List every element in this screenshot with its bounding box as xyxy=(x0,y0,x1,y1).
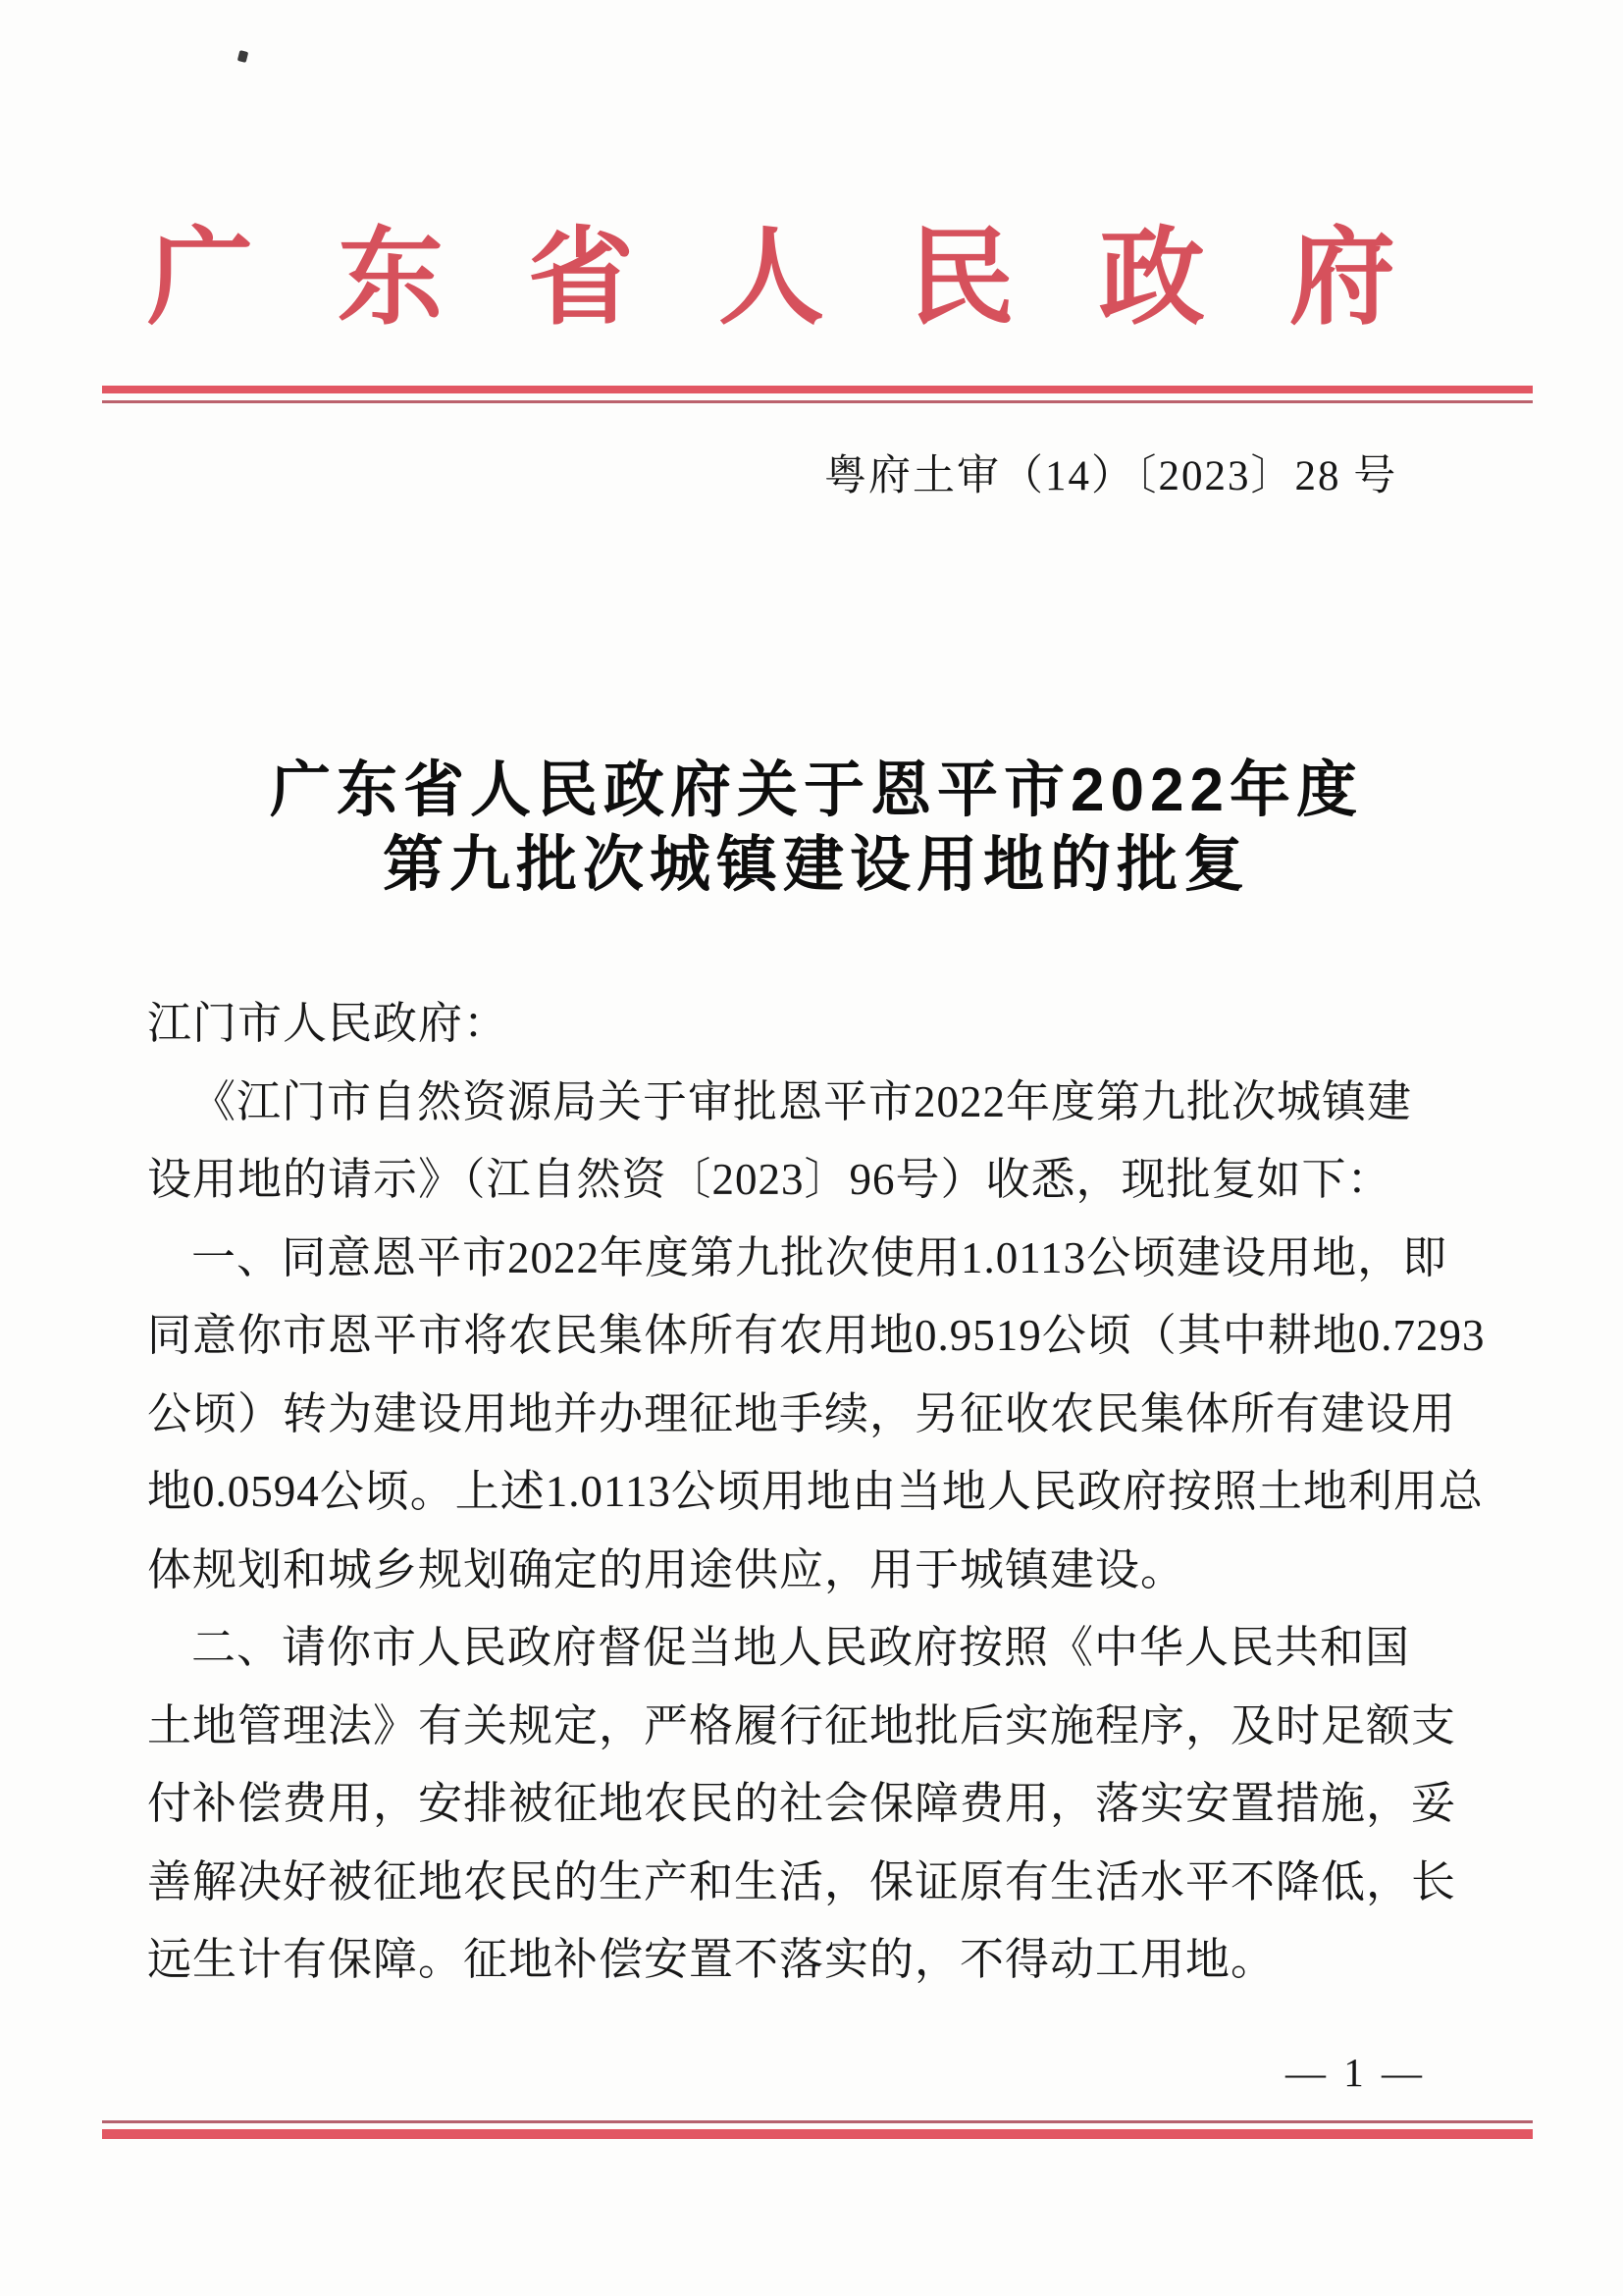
document-title-line-1: 广东省人民政府关于恩平市2022年度 xyxy=(270,757,1363,824)
body-line: 公顷）转为建设用地并办理征地手续，另征收农民集体所有建设用 xyxy=(147,1388,1457,1438)
masthead-char: 府 xyxy=(1288,221,1395,338)
masthead-char: 民 xyxy=(908,221,1015,338)
scan-artifact-speck xyxy=(237,50,248,63)
document-title xyxy=(0,754,1623,903)
body-line: 《江门市自然资源局关于审批恩平市2022年度第九批次城镇建 xyxy=(191,1076,1413,1126)
masthead-char: 东 xyxy=(337,221,444,338)
top-rule-thin xyxy=(102,400,1533,403)
body-line: 地0.0594公顷。上述1.0113公顷用地由当地人民政府按照土地利用总 xyxy=(147,1467,1484,1516)
body-line: 付补偿费用，安排被征地农民的社会保障费用，落实安置措施，妥 xyxy=(147,1779,1457,1828)
document-body xyxy=(147,985,1505,2000)
body-line: 土地管理法》有关规定，严格履行征地批后实施程序，及时足额支 xyxy=(147,1700,1457,1750)
page-number: — 1 — xyxy=(1285,2050,1426,2095)
body-line: 体规划和城乡规划确定的用途供应，用于城镇建设。 xyxy=(147,1544,1186,1594)
top-rule-thick xyxy=(102,386,1533,393)
masthead-char: 人 xyxy=(717,221,824,338)
body-line-item-2: 二、请你市人民政府督促当地人民政府按照《中华人民共和国 xyxy=(191,1623,1411,1672)
bottom-rule-thin xyxy=(102,2120,1533,2123)
masthead-char: 省 xyxy=(527,221,634,338)
body-line: 善解决好被征地农民的生产和生活，保证原有生活水平不降低，长 xyxy=(147,1856,1457,1906)
body-line-salutation: 江门市人民政府： xyxy=(147,999,509,1048)
masthead-char: 政 xyxy=(1098,221,1205,338)
body-line: 远生计有保障。征地补偿安置不落实的，不得动工用地。 xyxy=(147,1935,1277,1984)
body-line-item-1: 一、同意恩平市2022年度第九批次使用1.0113公顷建设用地，即 xyxy=(191,1232,1448,1282)
body-line: 同意你市恩平市将农民集体所有农用地0.9519公顷（其中耕地0.7293 xyxy=(147,1311,1486,1360)
document-title-line-2: 第九批次城镇建设用地的批复 xyxy=(382,831,1250,899)
bottom-rule-thick xyxy=(102,2129,1533,2139)
agency-masthead xyxy=(147,218,1395,341)
masthead-char: 广 xyxy=(147,221,254,338)
body-line: 设用地的请示》（江自然资〔2023〕96号）收悉，现批复如下： xyxy=(147,1155,1392,1204)
document-reference-number: 粤府土审（14）〔2023〕28 号 xyxy=(824,453,1398,499)
